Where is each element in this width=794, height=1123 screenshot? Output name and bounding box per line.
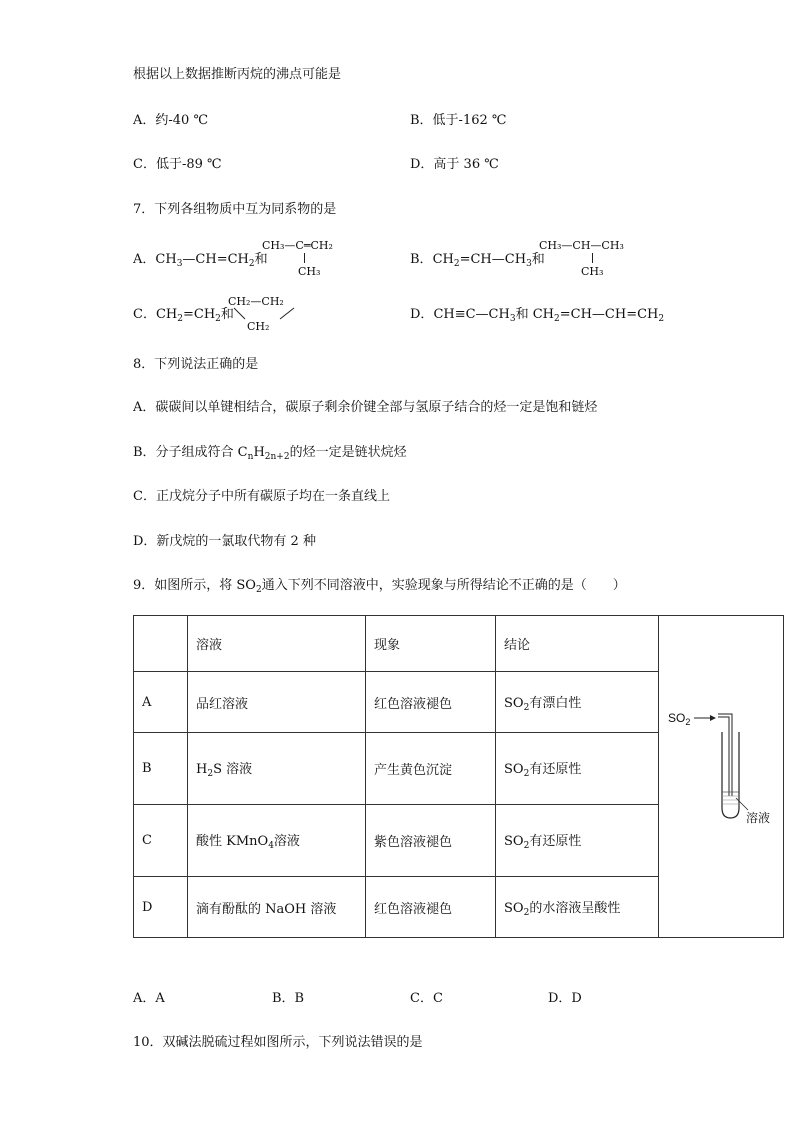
conclusion-text: SO (504, 762, 524, 777)
subscript: 2 (177, 314, 183, 324)
subscript: 2 (248, 259, 255, 269)
subscript: 2 (255, 585, 262, 595)
header-cell: 溶液 (188, 616, 366, 672)
conclusion-cell (496, 805, 659, 877)
solution-text: 酸性 KMnO (196, 834, 269, 849)
subscript: 3 (526, 259, 532, 269)
q6-option-d[interactable]: D．高于 36 ℃ (410, 157, 499, 172)
subscript: 2 (523, 841, 530, 851)
subscript: 2 (215, 314, 221, 324)
formula-text: =CH—CH=CH (559, 307, 659, 322)
phenomenon-cell: 产生黄色沉淀 (366, 733, 496, 805)
and-text: 和 (531, 252, 545, 267)
subscript: 2 (207, 769, 214, 779)
q8-option-c[interactable]: C．正戊烷分子中所有碳原子均在一条直线上 (133, 489, 390, 504)
conclusion-cell (496, 733, 659, 805)
stem-text: 9．如图所示，将 SO (133, 578, 256, 593)
phenomenon-cell: 紫色溶液褪色 (366, 805, 496, 877)
q9-stem (133, 578, 626, 598)
q7c-ring-top: CH₂—CH₂ (228, 295, 284, 308)
option-label: C． (133, 307, 156, 322)
q7a-structure-main: CH₃—C═CH₂ (262, 239, 333, 252)
q8-option-b[interactable] (133, 445, 407, 465)
formula-text: =CH (182, 307, 216, 322)
subscript: 3 (176, 259, 183, 269)
q7a-structure-branch: CH₃ (298, 265, 321, 278)
solution-text: S 溶液 (213, 762, 253, 777)
option-label: A． (133, 252, 156, 267)
q8-option-a[interactable]: A．碳碳间以单键相结合，碳原子剩余价键全部与氢原子结合的烃一定是饱和链烃 (133, 400, 598, 415)
formula-text: =CH—CH (459, 252, 527, 267)
q8-stem: 8．下列说法正确的是 (133, 357, 259, 372)
q9-answer-a[interactable]: A．A (133, 991, 165, 1006)
subscript: 2 (453, 259, 460, 269)
option-cell: B (134, 733, 188, 805)
option-label: D． (410, 307, 434, 322)
option-cell: C (134, 805, 188, 877)
q7-option-c[interactable] (133, 307, 234, 327)
header-cell: 现象 (366, 616, 496, 672)
q6-option-b[interactable]: B．低于-162 ℃ (410, 113, 507, 128)
q6-option-c[interactable]: C．低于-89 ℃ (133, 157, 222, 172)
q7-option-b[interactable] (410, 252, 545, 272)
option-cell: A (134, 672, 188, 733)
conclusion-text: SO (504, 834, 524, 849)
formula-text: H (253, 445, 265, 460)
conclusion-text: 有还原性 (529, 834, 582, 849)
subscript: 2 (523, 702, 530, 713)
subscript: 2 (523, 769, 530, 779)
q6-option-a[interactable]: A．约-40 ℃ (133, 113, 208, 128)
q9-apparatus-figure (658, 616, 790, 938)
liquid-label: 溶液 (746, 811, 771, 825)
subscript: 2n+2 (264, 452, 290, 462)
q7-option-d[interactable] (410, 307, 664, 327)
and-text: 和 (220, 307, 234, 322)
and-text: 和 (254, 252, 268, 267)
option-label: B． (410, 252, 433, 267)
formula-text: CH (155, 307, 178, 322)
subscript: 3 (509, 314, 516, 324)
q7a-bond-line (304, 253, 305, 263)
formula-text: 和 CH (515, 307, 555, 322)
formula-text: CH (432, 252, 454, 267)
q7-option-a[interactable] (133, 252, 268, 272)
option-text: B．分子组成符合 C (133, 445, 248, 460)
solution-text: 溶液 (273, 834, 300, 849)
q8-option-d[interactable]: D．新戊烷的一氯取代物有 2 种 (133, 534, 316, 549)
conclusion-cell (496, 672, 659, 733)
solution-cell: 品红溶液 (188, 672, 366, 733)
q7b-bond-line (592, 253, 593, 263)
q7c-ring-bottom: CH₂ (247, 320, 270, 333)
formula-text: —CH=CH (182, 252, 249, 267)
solution-cell (188, 805, 366, 877)
q9-answer-c[interactable]: C．C (410, 991, 443, 1006)
conclusion-text: SO (504, 900, 524, 916)
phenomenon-cell: 红色溶液褪色 (366, 877, 496, 938)
solution-cell (188, 733, 366, 805)
header-cell (134, 616, 188, 672)
q7c-ring-bonds (228, 307, 308, 321)
phenomenon-cell: 红色溶液褪色 (366, 672, 496, 733)
q9-answer-b[interactable]: B．B (272, 991, 305, 1006)
formula-text: CH (155, 252, 177, 267)
conclusion-cell (496, 877, 659, 938)
conclusion-text: 有漂白性 (529, 695, 582, 711)
test-tube-drawing (658, 616, 790, 938)
option-text: 的烃一定是链状烷烃 (289, 445, 407, 460)
q7b-structure-branch: CH₃ (581, 265, 604, 278)
solution-text: H (196, 762, 208, 777)
solution-cell: 滴有酚酞的 NaOH 溶液 (188, 877, 366, 938)
q9-answer-d[interactable]: D．D (548, 991, 582, 1006)
subscript: n (247, 452, 254, 462)
header-cell: 结论 (496, 616, 659, 672)
subscript: 2 (658, 314, 665, 324)
formula-text: CH≡C—CH (433, 307, 510, 322)
q6-prompt: 根据以上数据推断丙烷的沸点可能是 (133, 67, 342, 82)
stem-text: 通入下列不同溶液中，实验现象与所得结论不正确的是（ ） (261, 578, 626, 593)
gas-label: $SO_2$ (668, 711, 691, 727)
subscript: 4 (268, 841, 274, 851)
subscript: 2 (523, 907, 530, 918)
subscript: 2 (554, 314, 560, 324)
option-cell: D (134, 877, 188, 938)
conclusion-text: SO (504, 695, 524, 711)
q7-stem: 7．下列各组物质中互为同系物的是 (133, 202, 337, 217)
conclusion-text: 有还原性 (529, 762, 582, 777)
q7b-structure-main: CH₃—CH—CH₃ (539, 239, 624, 252)
q10-stem: 10．双碱法脱硫过程如图所示，下列说法错误的是 (133, 1035, 423, 1050)
conclusion-text: 的水溶液呈酸性 (529, 900, 621, 916)
